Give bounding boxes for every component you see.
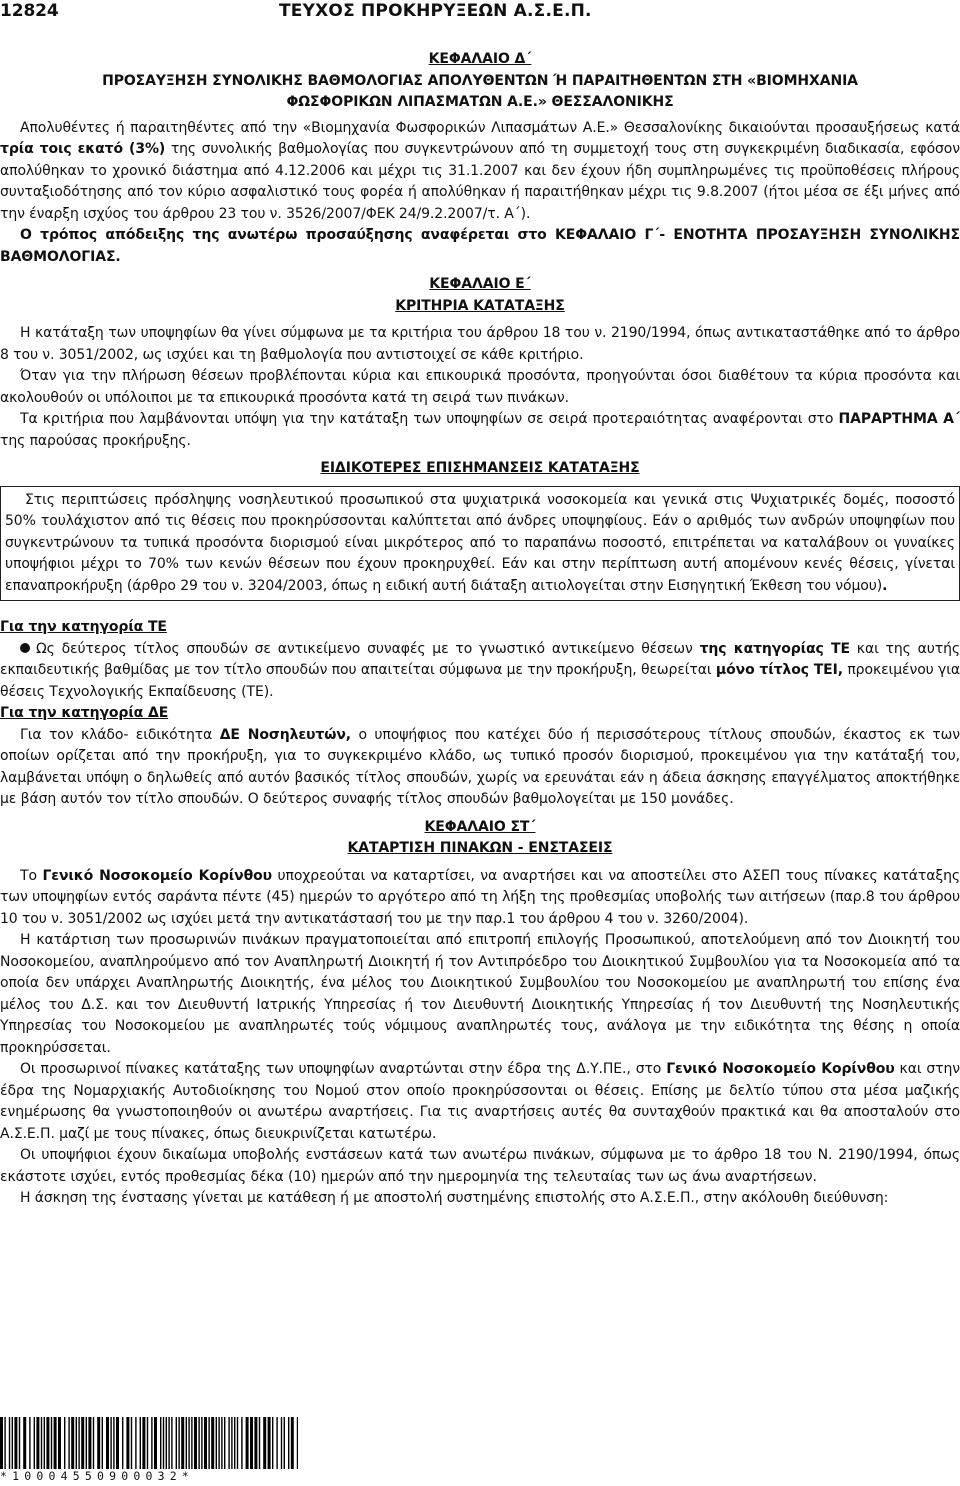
chapter-st-title: ΚΕΦΑΛΑΙΟ ΣΤ΄: [424, 818, 536, 835]
barcode-bar: [181, 1417, 184, 1469]
barcode: [0, 1417, 300, 1486]
barcode-bar: [34, 1417, 35, 1469]
barcode-bar: [254, 1417, 257, 1469]
special-notes-box: [0, 486, 960, 602]
barcode-bar: [110, 1417, 111, 1469]
barcode-bar: [284, 1417, 285, 1469]
page-header: [0, 0, 960, 30]
chapter-d-paragraph-2: Ο τρόπος απόδειξης της ανωτέρω προσαύξησης αναφέρεται στο ΚΕΦΑΛΑΙΟ Γ΄- ΕΝΟΤΗΤΑ ΠΡΟΣΑΥΞΗΣΗ ΣΥΝΟΛΙΚΗΣ ΒΑΘΜΟΛΟΓΙΑΣ.: [0, 227, 960, 265]
category-de-paragraph: Για τον κλάδο- ειδικότητα ΔΕ Νοσηλευτών, ο υποψήφιος που κατέχει δύο ή περισσότερους τίτλους σπουδών, έκαστος εκ των οποίων ορίζεται από την προκήρυξη, για το συγκεκριμένο κλάδο, ως τυπικό προσόν διορισμού, προκειμένου για την κατάταξή του, λαμβάνεται υπόψη ο δηλωθείς από αυτόν βασικός τίτλος σπουδών, χωρίς να ερευνάται εάν η άδεια άσκησης επαγγέλματος αποκτήθηκε με βάση αυτόν τον τίτλο σπουδών. Ο δεύτερος συναφής τίτλος σπουδών βαθμολογείται με 150 μονάδες.: [0, 726, 960, 807]
barcode-bar: [228, 1417, 229, 1469]
barcode-bar: [281, 1417, 282, 1469]
barcode-bar: [4, 1417, 5, 1469]
barcode-bar: [81, 1417, 84, 1469]
barcode-bar: [64, 1417, 65, 1469]
barcode-bar: [291, 1417, 294, 1469]
barcode-bar: [97, 1417, 100, 1469]
chapter-e-paragraph-3: Τα κριτήρια που λαμβάνονται υπόψη για την κατάταξη των υποψηφίων σε σειρά προτεραιότητας αναφέρονται στο ΠΑΡΑΡΤΗΜΑ Α΄ της παρούσας προκήρυξης.: [0, 411, 960, 449]
barcode-bar: [297, 1417, 298, 1469]
chapter-d-paragraph-1: Απολυθέντες ή παραιτηθέντες από την «Βιομηχανία Φωσφορικών Λιπασμάτων Α.Ε.» Θεσσαλονίκης δικαιούνται προσαυξήσεως κατά τρία τοις εκατό (3%) της συνολικής βαθμολογίας που συγκεντρώνουν από τη συμμετοχή τους στη συγκεκριμένη διαδικασία, εφόσον απολύθηκαν το χρονικό διάστημα από 4.12.2006 και μέχρι τις 31.1.2007 και δεν έχουν ήδη συμπληρωμένες τις προϋποθέσεις πλήρους συνταξιοδότησης από τον κύριο ασφαλιστικό τους φορέα ή απολύθηκαν ή παραιτήθηκαν μέχρι τις 9.8.2007 (ήτοι μέσα σε έξι μήνες από την έναρξη ισχύος του άρθρου 23 του ν. 3526/2007/ΦΕΚ 24/9.2.2007/τ. Α΄).: [0, 119, 960, 222]
barcode-bar: [241, 1417, 242, 1469]
barcode-bar: [142, 1417, 145, 1469]
barcode-bar: [272, 1417, 273, 1469]
barcode-bar: [234, 1417, 235, 1469]
barcode-bar: [12, 1417, 13, 1469]
barcode-bar: [44, 1417, 45, 1469]
barcode-bar: [23, 1417, 26, 1469]
barcode-bar: [250, 1417, 253, 1469]
special-notes-title: ΕΙΔΙΚΟΤΕΡΕΣ ΕΠΙΣΗΜΑΝΣΕΙΣ ΚΑΤΑΤΑΞΗΣ: [320, 460, 640, 476]
barcode-bar: [268, 1417, 271, 1469]
barcode-bar: [154, 1417, 157, 1469]
barcode-bar: [171, 1417, 172, 1469]
barcode-bar: [71, 1417, 74, 1469]
barcode-bar: [41, 1417, 42, 1469]
barcode-bar: [166, 1417, 167, 1469]
barcode-bar: [29, 1417, 30, 1469]
barcode-bar: [231, 1417, 232, 1469]
barcode-bar: [122, 1417, 123, 1469]
bullet-icon: [20, 643, 30, 653]
barcode-bar: [151, 1417, 152, 1469]
barcode-bar: [221, 1417, 222, 1469]
barcode-bar: [198, 1417, 199, 1469]
barcode-bar: [58, 1417, 61, 1469]
barcode-bar: [216, 1417, 217, 1469]
barcode-bar: [237, 1417, 238, 1469]
barcode-bar: [135, 1417, 136, 1469]
barcode-bar: [46, 1417, 49, 1469]
barcode-bar: [86, 1417, 87, 1469]
chapter-d-subtitle-line-2: ΦΩΣΦΟΡΙΚΩΝ ΛΙΠΑΣΜΑΤΩΝ Α.Ε.» ΘΕΣΣΑΛΟΝΙΚΗΣ: [286, 94, 674, 110]
barcode-bar: [116, 1417, 119, 1469]
barcode-bar: [147, 1417, 148, 1469]
barcode-bar: [93, 1417, 94, 1469]
barcode-bar: [113, 1417, 114, 1469]
barcode-bar: [208, 1417, 209, 1469]
barcode-bar: [19, 1417, 20, 1469]
chapter-st-paragraph-5: Η άσκηση της ένστασης γίνεται με κατάθεση ή με αποστολή συστημένης επιστολής στο Α.Σ.Ε.Π., στην ακόλουθη διεύθυνση:: [20, 1190, 889, 1206]
barcode-bar: [188, 1417, 189, 1469]
barcode-bar: [106, 1417, 109, 1469]
barcode-text: *10004550900032*: [0, 1469, 194, 1483]
barcode-bar: [9, 1417, 10, 1469]
chapter-e-paragraph-2: Όταν για την πλήρωση θέσεων προβλέπονται κύρια και επικουρικά προσόντα, προηγούνται όσοι διαθέτουν τα κύρια προσόντα και ακολουθούν οι υπόλοιποι με τα επικουρικά προσόντα κατά τη σειρά των πινάκων.: [0, 368, 960, 406]
barcode-bars: [0, 1417, 298, 1469]
journal-title: ΤΕΥΧΟΣ ΠΡΟΚΗΡΥΞΕΩΝ Α.Σ.Ε.Π.: [279, 1, 592, 21]
barcode-bar: [186, 1417, 187, 1469]
chapter-st-paragraph-4: Οι υποψήφιοι έχουν δικαίωμα υποβολής ενστάσεων κατά των ανωτέρω πινάκων, σύμφωνα με το άρθρο 18 του Ν. 2190/1994, όπως εκάστοτε ισχύει, εντός προθεσμίας δέκα (10) ημερών από την ημερομηνία της τελευταίας των ως άνω αναρτήσεων.: [0, 1147, 960, 1185]
category-de-title: Για την κατηγορία ΔΕ: [0, 705, 169, 721]
barcode-bar: [102, 1417, 103, 1469]
category-te-paragraph: Ως δεύτερος τίτλος σπουδών σε αντικείμενο συναφές με το γνωστικό αντικείμενο θέσεων της κατηγορίας ΤΕ και της αυτής εκπαιδευτικής βαθμίδας με τον τίτλο σπουδών που απαιτείται σύμφωνα με την προκήρυξη, θεωρείται μόνο τίτλος ΤΕΙ, προκειμένου για θέσεις Τεχνολογικής Εκπαίδευσης (ΤΕ).: [0, 640, 960, 700]
chapter-d-title: ΚΕΦΑΛΑΙΟ Δ΄: [428, 51, 532, 67]
barcode-bar: [224, 1417, 225, 1469]
barcode-bar: [54, 1417, 57, 1469]
barcode-bar: [126, 1417, 129, 1469]
chapter-e-subtitle: ΚΡΙΤΗΡΙΑ ΚΑΤΑΤΑΞΗΣ: [395, 297, 565, 314]
chapter-st-paragraph-3: Οι προσωρινοί πίνακες κατάταξης των υποψηφίων αναρτώνται στην έδρα της Δ.Υ.ΠΕ., στο Γενικό Νοσοκομείο Κορίνθου και στην έδρα της Νομαρχιακής Αυτοδιοίκησης του Νομού στον οποίο προκηρύσσονται οι θέσεις. Επίσης με δελτίο τύπου στα μέσα μαζικής ενημέρωσης θα γνωστοποιηθούν οι ανωτέρω αναρτήσεις. Για τις αναρτήσεις αυτές θα συνταχθούν πρακτικά και θα αποσταλούν στο Α.Σ.Ε.Π. μαζί με τους πίνακες, όπως διευκρινίζεται κατωτέρω.: [0, 1061, 960, 1142]
page-number: 12824: [0, 1, 59, 21]
barcode-bar: [201, 1417, 202, 1469]
barcode-bar: [218, 1417, 219, 1469]
barcode-bar: [131, 1417, 132, 1469]
barcode-bar: [14, 1417, 17, 1469]
page-content: [0, 49, 960, 1210]
barcode-bar: [68, 1417, 69, 1469]
barcode-bar: [78, 1417, 79, 1469]
category-te-title: Για την κατηγορία ΤΕ: [0, 619, 167, 635]
barcode-bar: [246, 1417, 249, 1469]
chapter-d-subtitle-line-1: ΠΡΟΣΑΥΞΗΣΗ ΣΥΝΟΛΙΚΗΣ ΒΑΘΜΟΛΟΓΙΑΣ ΑΠΟΛΥΘΕΝΤΩΝ Ή ΠΑΡΑΙΤΗΘΕΝΤΩΝ ΣΤΗ «ΒΙΟΜΗΧΑΝΙΑ: [102, 72, 858, 89]
barcode-bar: [204, 1417, 207, 1469]
barcode-bar: [288, 1417, 289, 1469]
chapter-e-paragraph-1: Η κατάταξη των υποψηφίων θα γίνει σύμφωνα με τα κριτήρια του άρθρου 18 του ν. 2190/1994, όπως αντικαταστάθηκε από το άρθρο 8 του ν. 3051/2002, ως ισχύει και τη βαθμολογία που αντιστοιχεί σε κάθε κριτήριο.: [0, 325, 960, 363]
barcode-bar: [163, 1417, 164, 1469]
chapter-st-paragraph-2: Η κατάρτιση των προσωρινών πινάκων πραγματοποιείται από επιτροπή επιλογής Προσωπικού, αποτελούμενη από τον Διοικητή του Νοσοκομείου, αναπληρούμενο από τον Αναπληρωτή Διοικητή ή τον Αντιπρόεδρο του Διοικητικού Συμβουλίου για τα Νοσοκομεία από τα οποία δεν υπάρχει Αναπληρωτής Διοικητής, ένα μέλος του Διοικητικού Συμβουλίου του Νοσοκομείου με αναπληρωτή του επίσης ένα μέλος του Δ.Σ. και τον Διευθυντή Ιατρικής Υπηρεσίας ή τον Διευθυντή Διοικητικής Υπηρεσίας ή τον Διευθυντή της Νοσηλευτικής Υπηρεσίας του Νοσοκομείου με αναπληρωτές τούς νόμιμους αναπληρωτές τους, ανάλογα με την ειδικότητα της θέσης η οποία προκηρύσσεται.: [0, 932, 960, 1056]
barcode-bar: [88, 1417, 91, 1469]
barcode-bar: [263, 1417, 266, 1469]
barcode-bar: [176, 1417, 177, 1469]
barcode-bar: [36, 1417, 39, 1469]
barcode-bar: [276, 1417, 277, 1469]
barcode-bar: [191, 1417, 192, 1469]
barcode-bar: [76, 1417, 77, 1469]
chapter-st-paragraph-1: Το Γενικό Νοσοκομείο Κορίνθου υποχρεούται να καταρτίσει, να αναρτήσει και να αποστείλει στο ΑΣΕΠ τους πίνακες κατάταξης των υποψηφίων εντός σαράντα πέντε (45) ημερών το αργότερο από τη λήξη της προθεσμίας υποβολής των αιτήσεων (παρ.8 του άρθρου 10 του ν. 3051/2002 ως ισχύει μετά την αντικατάστασή του με την παρ.1 του άρθρου 4 του ν. 3260/2004).: [0, 867, 960, 927]
chapter-st-subtitle: ΚΑΤΑΡΤΙΣΗ ΠΙΝΑΚΩΝ - ΕΝΣΤΑΣΕΙΣ: [347, 840, 613, 856]
barcode-bar: [194, 1417, 197, 1469]
barcode-bar: [160, 1417, 161, 1469]
barcode-bar: [259, 1417, 260, 1469]
barcode-bar: [211, 1417, 214, 1469]
barcode-bar: [168, 1417, 169, 1469]
special-notes-text: Στις περιπτώσεις πρόσληψης νοσηλευτικού προσωπικού στα ψυχιατρικά νοσοκομεία και γενικά στις Ψυχιατρικές δομές, ποσοστό 50% τουλάχιστον από τις θέσεις που προκηρύσσονται καλύπτεται από άνδρες υποψηφίους. Εάν ο αριθμός των ανδρών υποψηφίων που συγκεντρώνουν τα τυπικά προσόντα διορισμού είναι μικρότερος από το παραπάνω ποσοστό, επιτρέπεται να καταλάβουν οι γυναίκες υποψήφιοι μέχρι το 70% των κενών θέσεων που έχουν προκηρυχθεί. Εάν και στην περίπτωση αυτή απομένουν κενές θέσεις, γίνεται επαναπροκήρυξη (άρθρο 29 του ν. 3204/2003, όπως η ειδική αυτή διάταξη αιτιολογείται στην Εισηγητική Έκθεση του νόμου).: [5, 491, 955, 594]
chapter-e-title: ΚΕΦΑΛΑΙΟ Ε΄: [429, 276, 531, 292]
barcode-bar: [178, 1417, 179, 1469]
barcode-bar: [0, 1417, 3, 1469]
barcode-bar: [140, 1417, 141, 1469]
barcode-bar: [51, 1417, 52, 1469]
